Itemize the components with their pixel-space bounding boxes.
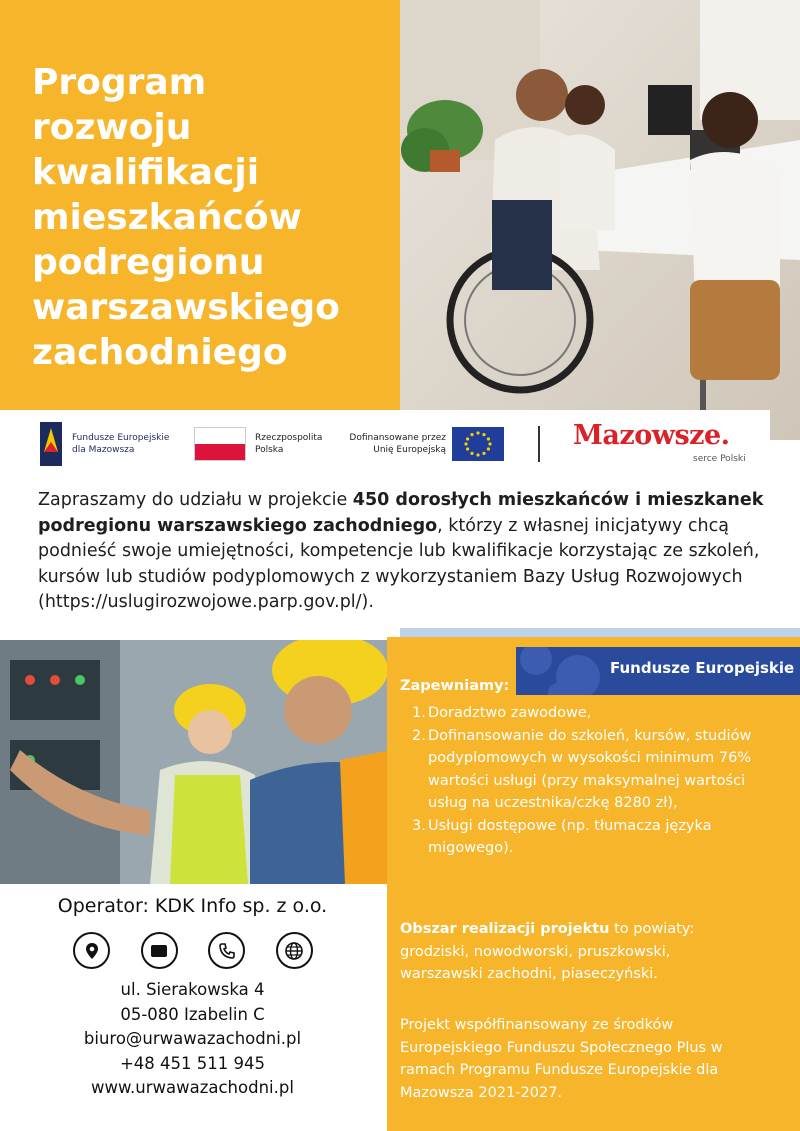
list-item [412, 725, 757, 815]
workers-photo [0, 640, 392, 884]
contact-icons [73, 932, 313, 970]
contact-block [0, 978, 385, 1101]
eu-logo-text [346, 432, 446, 456]
logo-strip [30, 410, 770, 476]
rp-line: Polska [255, 445, 284, 455]
mazowsze-logo: Mazowsze. [573, 420, 730, 451]
list-item [412, 815, 757, 860]
title-line: Program [32, 62, 207, 103]
eu-line: Unię Europejską [373, 445, 446, 455]
contact-city: 05-080 Izabelin C [120, 1004, 265, 1024]
globe-icon [276, 932, 313, 969]
list-text: Doradztwo zawodowe, [428, 705, 592, 721]
area-text: to powiaty: grodziski, nowodworski, pruszkowski, warszawski zachodni, piaseczyński. [400, 921, 695, 982]
list-text: Usługi dostępowe (np. tłumacza języka migowego). [428, 817, 712, 856]
list-number: 1. [412, 705, 426, 721]
intro-text: Zapraszamy do udziału w projekcie [38, 490, 353, 510]
phone-icon [208, 932, 245, 969]
title-line: kwalifikacji [32, 152, 260, 193]
intro-bold: 450 dorosłych mieszkańców i mieszkanek podregionu warszawskiego zachodniego [38, 490, 764, 536]
title-line: warszawskiego [32, 287, 340, 328]
title-line: mieszkańców [32, 197, 302, 238]
contact-website[interactable]: www.urwawazachodni.pl [91, 1078, 294, 1097]
location-icon [73, 932, 110, 969]
fe-line: dla Mazowsza [72, 445, 135, 455]
fe-line: Fundusze Europejskie [72, 433, 170, 443]
poland-flag-icon [194, 427, 246, 461]
list-item [412, 702, 757, 725]
eu-flag-icon [452, 427, 504, 461]
intro-text: , którzy z własnej inicjatywy chcą podnieść swoje umiejętności, kompetencje lub kwalifikacje korzystając ze szkoleń, kursów lub studiów podyplomowych z wykorzystaniem Bazy Usług Rozwojowych (https://uslugirozwojowe.parp.gov.pl/). [38, 515, 760, 612]
list-number: 2. [412, 727, 426, 744]
title-line: podregionu [32, 242, 265, 283]
intro-paragraph [38, 488, 783, 616]
eu-line: Dofinansowane przez [349, 433, 446, 443]
funding-paragraph: Projekt współfinansowany ze środków Europejskiego Funduszu Społecznego Plus w ramach Programu Fundusze Europejskie dla Mazowsza 2021-2027. [400, 1017, 723, 1101]
email-icon [141, 932, 178, 969]
rp-logo-text [255, 432, 345, 456]
mazowsze-subtitle: serce Polski [693, 454, 746, 464]
logo-divider [538, 426, 540, 462]
zapewniamy-list [412, 702, 757, 860]
page-title [32, 60, 392, 375]
contact-street: ul. Sierakowska 4 [120, 980, 265, 999]
contact-email[interactable]: biuro@urwawazachodni.pl [83, 1029, 302, 1048]
operator-label: Operator: KDK Info sp. z o.o. [57, 895, 328, 917]
title-line: zachodniego [32, 332, 288, 373]
fe-logo-icon [40, 422, 62, 466]
area-paragraph [400, 918, 750, 986]
fe-banner-label: Fundusze Europejskie [610, 659, 795, 677]
office-photo [400, 0, 800, 440]
list-number: 3. [412, 817, 426, 834]
rp-line: Rzeczpospolita [255, 433, 323, 443]
area-bold: Obszar realizacji projektu [400, 921, 610, 937]
zapewniamy-heading: Zapewniamy: [400, 678, 510, 694]
fe-logo-text [72, 432, 212, 456]
title-line: rozwoju [32, 107, 192, 148]
list-text: Dofinansowanie do szkoleń, kursów, studiów podyplomowych w wysokości minimum 76% wartości usługi (przy maksymalnej wartości usług na uczestnika/czkę 8280 zł), [428, 727, 752, 811]
fe-banner-shapes-icon [516, 647, 606, 695]
contact-phone[interactable]: +48 451 511 945 [119, 1053, 266, 1073]
